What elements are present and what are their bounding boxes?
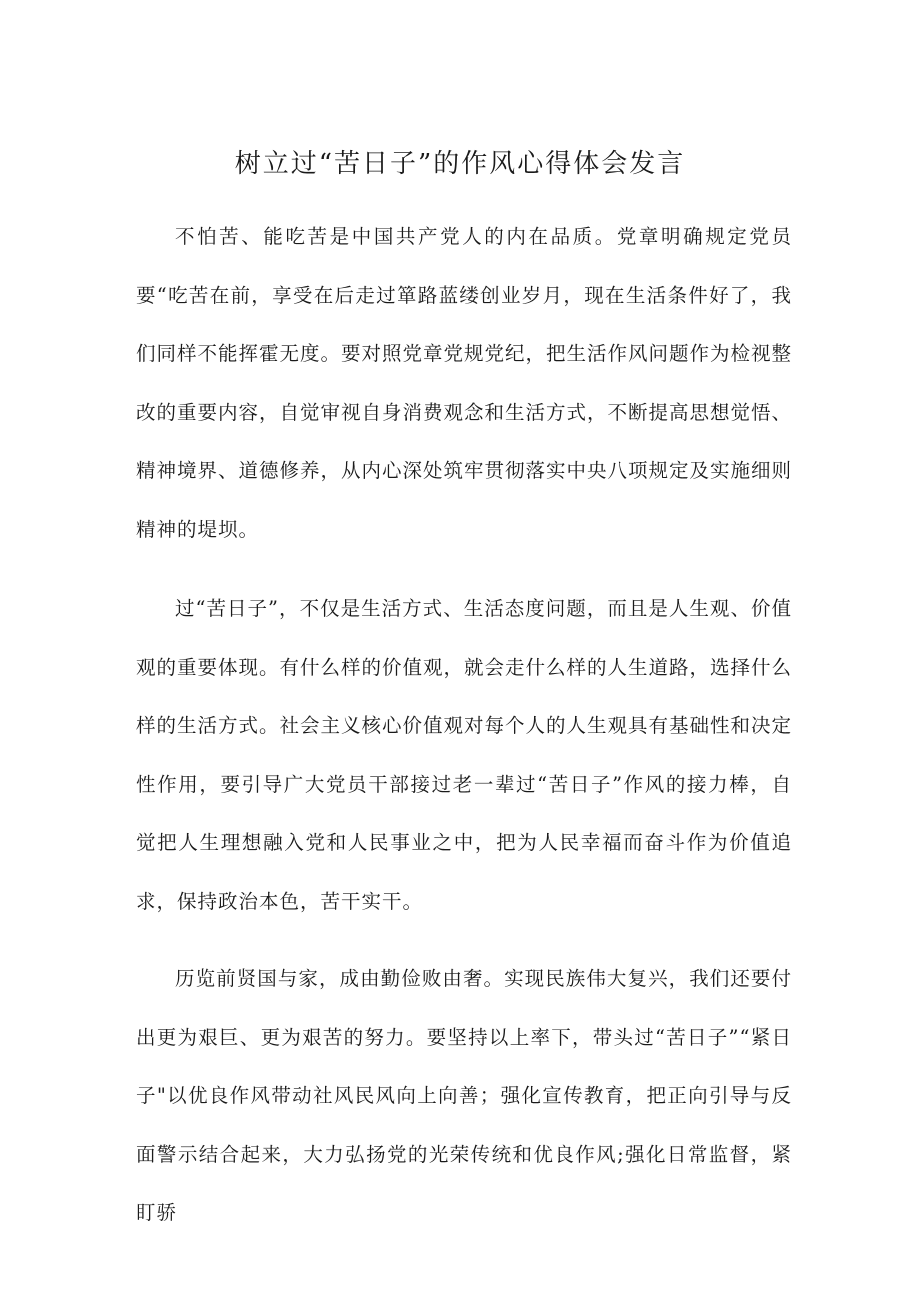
paragraph-1: 不怕苦、能吃苦是中国共产党人的内在品质。党章明确规定党员要“吃苦在前，享受在后走过箪路蓝缕创业岁月，现在生活条件好了，我们同样不能挥霍无度。要对照党章党规党纪，把生活作风问题作为检视整改的重要内容，自觉审视自身消费观念和生活方式，不断提高思想觉悟、精神境界、道德修养，从内心深处筑牢贯彻落实中央八项规定及实施细则精神的堤坝。 [136,225,793,541]
document-title: 树立过“苦日子”的作风心得体会发言 [234,149,686,179]
paragraph-2: 过“苦日子”，不仅是生活方式、生活态度问题，而且是人生观、价值观的重要体现。有什么样的价值观，就会走什么样的人生道路，选择什么样的生活方式。社会主义核心价值观对每个人的人生观具有基础性和决定性作用，要引导广大党员干部接过老一辈过“苦日子”作风的接力棒，自觉把人生理想融入党和人民事业之中，把为人民幸福而奋斗作为价值追求，保持政治本色，苦干实干。 [136,597,793,913]
paragraph-3: 历览前贤国与家，成由勤俭败由奢。实现民族伟大复兴，我们还要付出更为艰巨、更为艰苦的努力。要坚持以上率下，带头过“苦日子”“紧日子"以优良作风带动社风民风向上向善；强化宣传教育，把正向引导与反面警示结合起来，大力弘扬党的光荣传统和优良作风;强化日常监督，紧盯骄 [136,967,792,1224]
